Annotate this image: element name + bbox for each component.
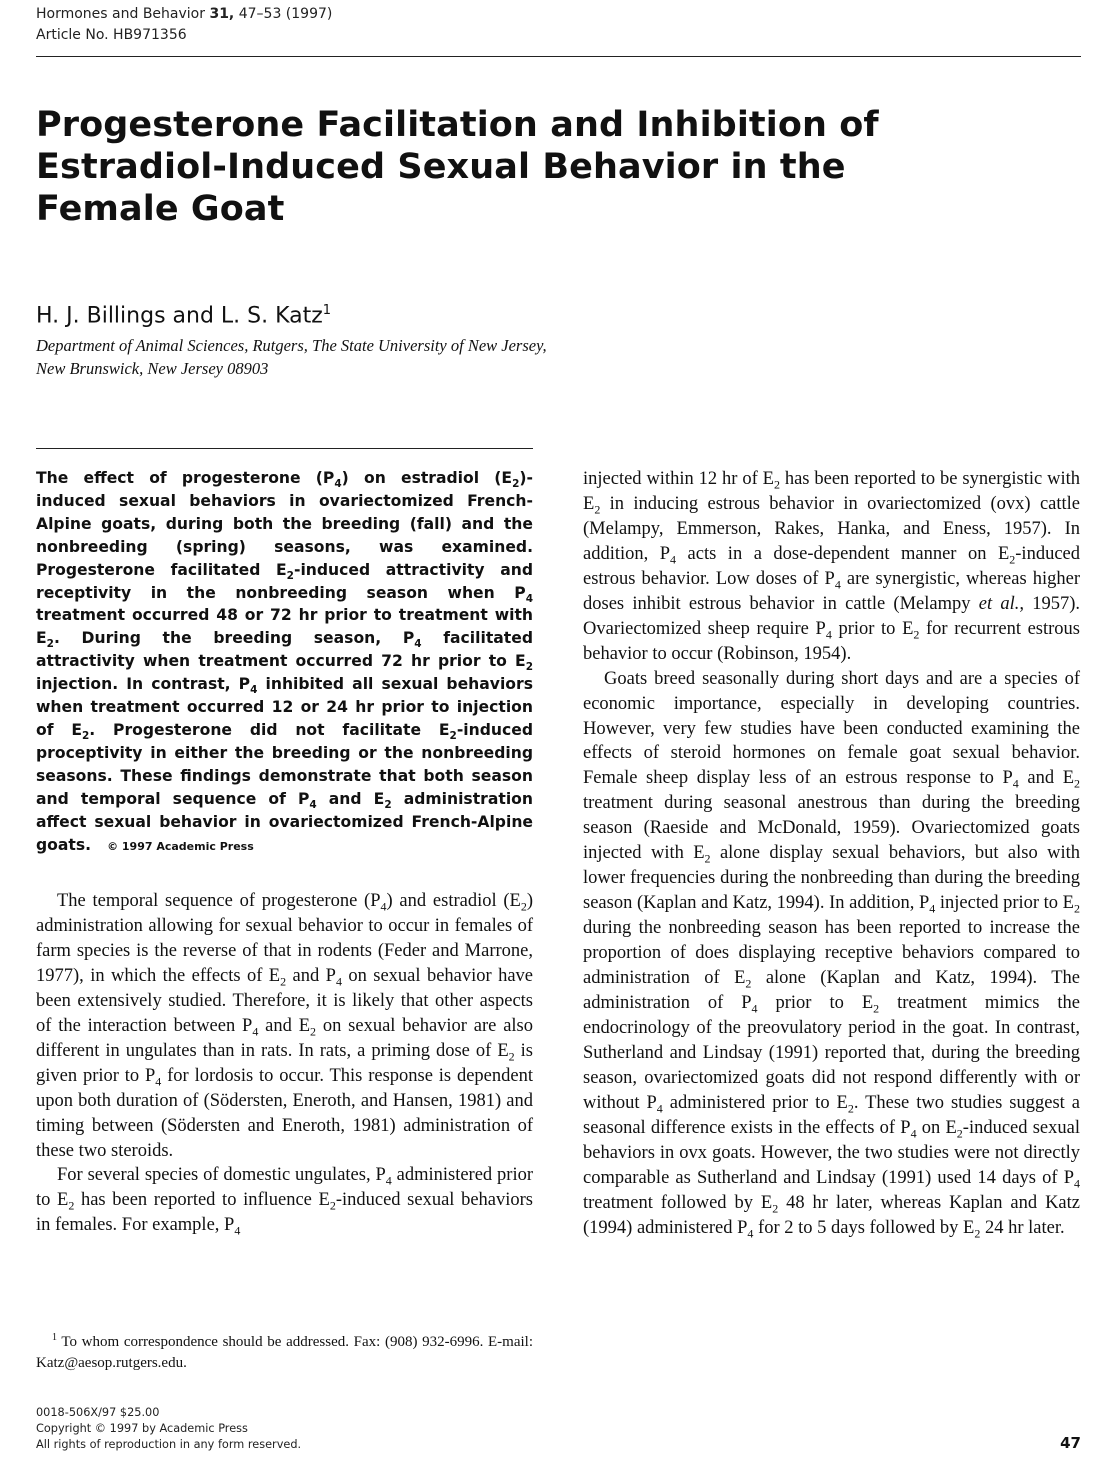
footnote (36, 1327, 533, 1374)
journal-volume: 31, (209, 6, 235, 22)
title-line: Female Goat (36, 189, 285, 229)
body-paragraph: Goats breed seasonally during short days and are a species of economic importance, especially in developing countries. However, very few studies have been conducted examining the effects of steroid hormones on female goat sexual behavior. Female sheep display less of an estrous response to $P_4$ and $E_2$ treatment during seasonal anestrous than during the breeding season (Raeside and McDonald, 1959). Ovariectomized goats injected with $E_2$ alone display sexual behaviors, but also with lower frequencies during the nonbreeding than during the breeding season (Kaplan and Katz, 1994). In addition, $P_4$ injected prior to $E_2$ during the nonbreeding season has been reported to increase the proportion of does displaying receptive behaviors compared to administration of $E_2$ alone (Kaplan and Katz, 1994). The administration of $P_4$ prior to $E_2$ treatment mimics the endocrinology of the preovulatory period in the goat. In contrast, Sutherland and Lindsay (1991) reported that, during the breeding season, ovariectomized goats did not respond differently with or without $P_4$ administered prior to $E_2$. These two studies suggest a seasonal difference exists in the effects of $P_4$ on $E_2$-induced sexual behaviors in ovx goats. However, the two studies were not directly comparable as Sutherland and Lindsay (1991) used 14 days of $P_4$ treatment followed by $E_2$ 48 hr later, whereas Kaplan and Katz (1994) administered $P_4$ for 2 to 5 days followed by $E_2$ 24 hr later. (583, 668, 1080, 1241)
header-rule (36, 56, 1081, 57)
author-names: H. J. Billings and L. S. Katz (36, 303, 323, 329)
footnote-marker: 1 (322, 303, 332, 318)
body-paragraph: The temporal sequence of progesterone $(P_4)$ and estradiol $(E_2)$ administration allowing for sexual behavior to occur in females of farm species is the reverse of that in rodents (Feder and Marrone, 1977), in which the effects of $E_2$ and $P_4$ on sexual behavior have been extensively studied. Therefore, it is likely that other aspects of the interaction between $P_4$ and $E_2$ on sexual behavior are also different in ungulates than in rats. In rats, a priming dose of $E_2$ is given prior to $P_4$ for lordosis to occur. This response is dependent upon both duration of (Södersten, Eneroth, and Hansen, 1981) and timing between (Södersten and Eneroth, 1981) administration of these two steroids. (36, 891, 534, 1161)
affiliation-line: New Brunswick, New Jersey 08903 (36, 359, 269, 378)
body-column-right (583, 467, 1080, 1241)
affiliation (36, 334, 547, 380)
article-title (36, 104, 936, 230)
affiliation-line: Department of Animal Sciences, Rutgers, The State University of New Jersey, (36, 336, 547, 355)
issn-price: 0018-506X/97 $25.00 (36, 1406, 160, 1419)
abstract-rule (36, 448, 533, 449)
body-paragraph: For several species of domestic ungulates, $P_4$ administered prior to $E_2$ has been reported to influence $E_2$-induced sexual behaviors in females. For example, $P_4$ (36, 1165, 534, 1239)
journal-pages-year: 47–53 (1997) (238, 6, 333, 22)
copyright-line: Copyright © 1997 by Academic Press (36, 1422, 248, 1435)
title-line: Estradiol-Induced Sexual Behavior in the (36, 147, 846, 187)
journal-header (36, 4, 332, 46)
journal-citation (36, 4, 332, 25)
rights-line: All rights of reproduction in any form reserved. (36, 1438, 302, 1451)
article-number: Article No. HB971356 (36, 27, 187, 43)
page-number: 47 (1060, 1434, 1081, 1452)
footnote-text: To whom correspondence should be addressed. Fax: (908) 932-6996. E-mail: Katz@aesop.rutgers.edu. (36, 1334, 533, 1371)
publisher-info (36, 1405, 301, 1453)
abstract: The effect of progesterone $(P_4)$ on estradiol $(E_2)$-induced sexual behaviors in ovariectomized French-Alpine goats, during both the breeding (fall) and the nonbreeding (spring) seasons, was examined. Progesterone facilitated $E_2$-induced attractivity and receptivity in the nonbreeding season when $P_4$ treatment occurred 48 or 72 hr prior to treatment with $E_2$. During the breeding season, $P_4$ facilitated attractivity when treatment occurred 72 hr prior to $E_2$ injection. In contrast, $P_4$ inhibited all sexual behaviors when treatment occurred 12 or 24 hr prior to injection of $E_2$. Progesterone did not facilitate $E_2$-induced proceptivity in either the breeding or the nonbreeding seasons. These findings demonstrate that both season and temporal sequence of $P_4$ and $E_2$ administration affect sexual behavior in ovariectomized French-Alpine goats. © 1997 Academic Press (36, 469, 534, 854)
footnote-marker: 1 (52, 1332, 57, 1343)
abstract-copyright: © 1997 Academic Press (107, 839, 254, 853)
journal-name: Hormones and Behavior (36, 6, 205, 22)
title-line: Progesterone Facilitation and Inhibition of (36, 105, 879, 145)
author-list (36, 296, 331, 331)
body-paragraph-continued: injected within 12 hr of $E_2$ has been reported to be synergistic with $E_2$ in inducing estrous behavior in ovariectomized (ovx) cattle (Melampy, Emmerson, Rakes, Hanka, and Eness, 1957). In addition, $P_4$ acts in a dose-dependent manner on $E_2$-induced estrous behavior. Low doses of $P_4$ are synergistic, whereas higher doses inhibit estrous behavior in cattle (Melampy et al., 1957). Ovariectomized sheep require $P_4$ prior to $E_2$ for recurrent estrous behavior to occur (Robinson, 1954). (583, 469, 1080, 664)
body-column-left (36, 889, 533, 1238)
